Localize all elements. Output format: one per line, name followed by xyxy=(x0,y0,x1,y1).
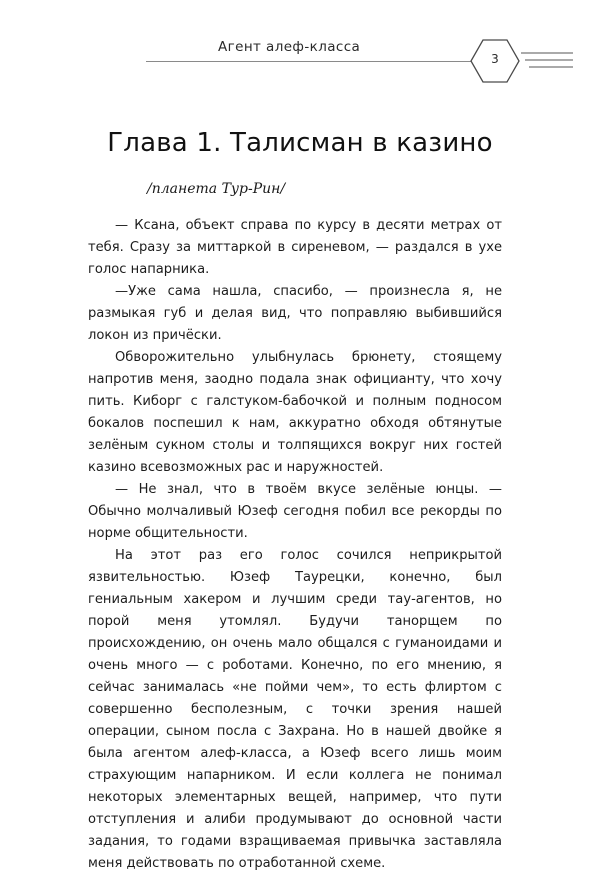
page-number: 3 xyxy=(491,52,499,66)
paragraph: — Не знал, что в твоём вкусе зелёные юнцы. — Обычно молчаливый Юзеф сегодня побил все рекорды по норме общительности. xyxy=(88,482,502,541)
paragraph: На этот раз его голос сочился неприкрытой язвительностью. Юзеф Таурецки, конечно, был гениальным хакером и лучшим среди тау-агентов, но порой меня утомлял. Будучи танорщем по происхождению, он очень мало общался с гуманоидами и очень много — с роботами. Конечно, по его мнению, я сейчас занималась «не пойми чем», то есть флиртом с совершенно бесполезным, с точки зрения нашей операции, сыном посла с Захрана. Но в нашей двойке я была агентом алеф-класса, а Юзеф всего лишь моим страхующим напарником. И если коллега не понимал некоторых элементарных вещей, например, что пути отступления и алиби продумывают до основной части задания, то годами взращиваемая привычка заставляла меня действовать по отработанной схеме. xyxy=(88,548,502,871)
body-text xyxy=(88,215,502,875)
header-rule xyxy=(146,61,472,62)
running-header xyxy=(0,0,600,110)
chapter-title: Глава 1. Талисман в казино xyxy=(107,128,493,158)
chapter-location: /планета Тур-Рин/ xyxy=(147,181,286,197)
paragraph: Обворожительно улыбнулась брюнету, стоящему напротив меня, заодно подала знак официанту, что хочу пить. Киборг с галстуком-бабочкой и полным подносом бокалов поспешил к нам, аккуратно обходя обтянутые зелёным сукном столы и толпящихся вокруг них гостей казино всевозможных рас и наружностей. xyxy=(88,350,502,475)
paragraph: —Уже сама нашла, спасибо, — произнесла я, не размыкая губ и делая вид, что поправляю выбившийся локон из причёски. xyxy=(88,284,502,343)
paragraph: — Ксана, объект справа по курсу в десяти метрах от тебя. Сразу за миттаркой в сиреневом, — раздался в ухе голос напарника. xyxy=(88,218,502,277)
decorative-lines-icon xyxy=(519,50,575,70)
running-header-title: Агент алеф-класса xyxy=(218,39,361,55)
